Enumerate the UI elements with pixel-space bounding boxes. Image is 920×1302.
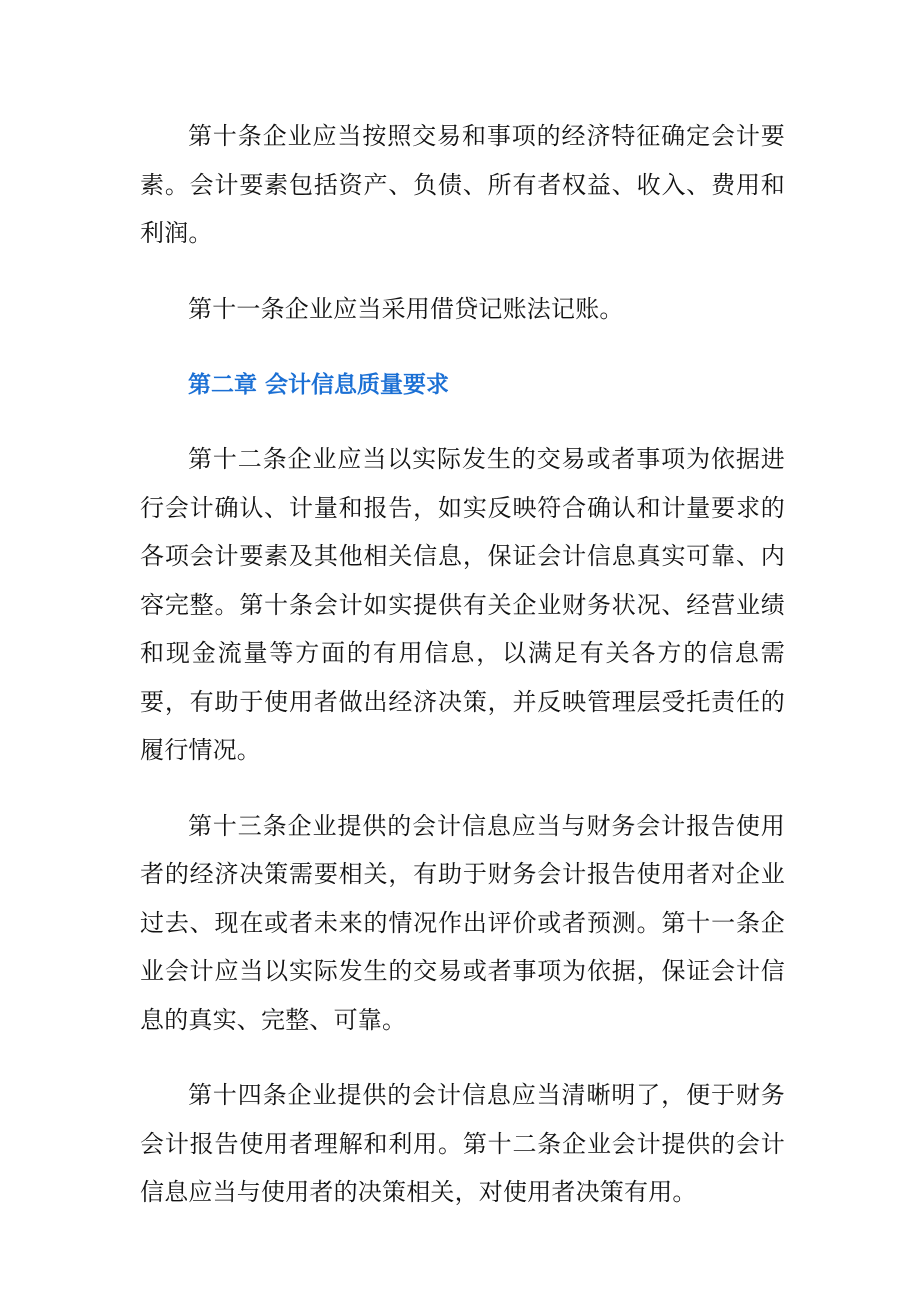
document-page	[140, 112, 785, 1217]
article-12-paragraph: 第十二条企业应当以实际发生的交易或者事项为依据进行会计确认、计量和报告，如实反映符合确认和计量要求的各项会计要素及其他相关信息，保证会计信息真实可靠、内容完整。第十条会计如实提供有关企业财务状况、经营业绩和现金流量等方面的有用信息，以满足有关各方的信息需要，有助于使用者做出经济决策，并反映管理层受托责任的履行情况。	[140, 445, 785, 764]
article-13-paragraph: 第十三条企业提供的会计信息应当与财务会计报告使用者的经济决策需要相关，有助于财务会计报告使用者对企业过去、现在或者未来的情况作出评价或者预测。第十一条企业会计应当以实际发生的交易或者事项为依据，保证会计信息的真实、完整、可靠。	[140, 811, 785, 1034]
chapter-heading: 第二章 会计信息质量要求	[188, 372, 450, 398]
article-10-paragraph: 第十条企业应当按照交易和事项的经济特征确定会计要素。会计要素包括资产、负债、所有者权益、收入、费用和利润。	[140, 122, 785, 247]
article-14-paragraph: 第十四条企业提供的会计信息应当清晰明了，便于财务会计报告使用者理解和利用。第十二条企业会计提供的会计信息应当与使用者的决策相关，对使用者决策有用。	[140, 1081, 785, 1206]
article-11-paragraph: 第十一条企业应当采用借贷记账法记账。	[188, 294, 624, 323]
